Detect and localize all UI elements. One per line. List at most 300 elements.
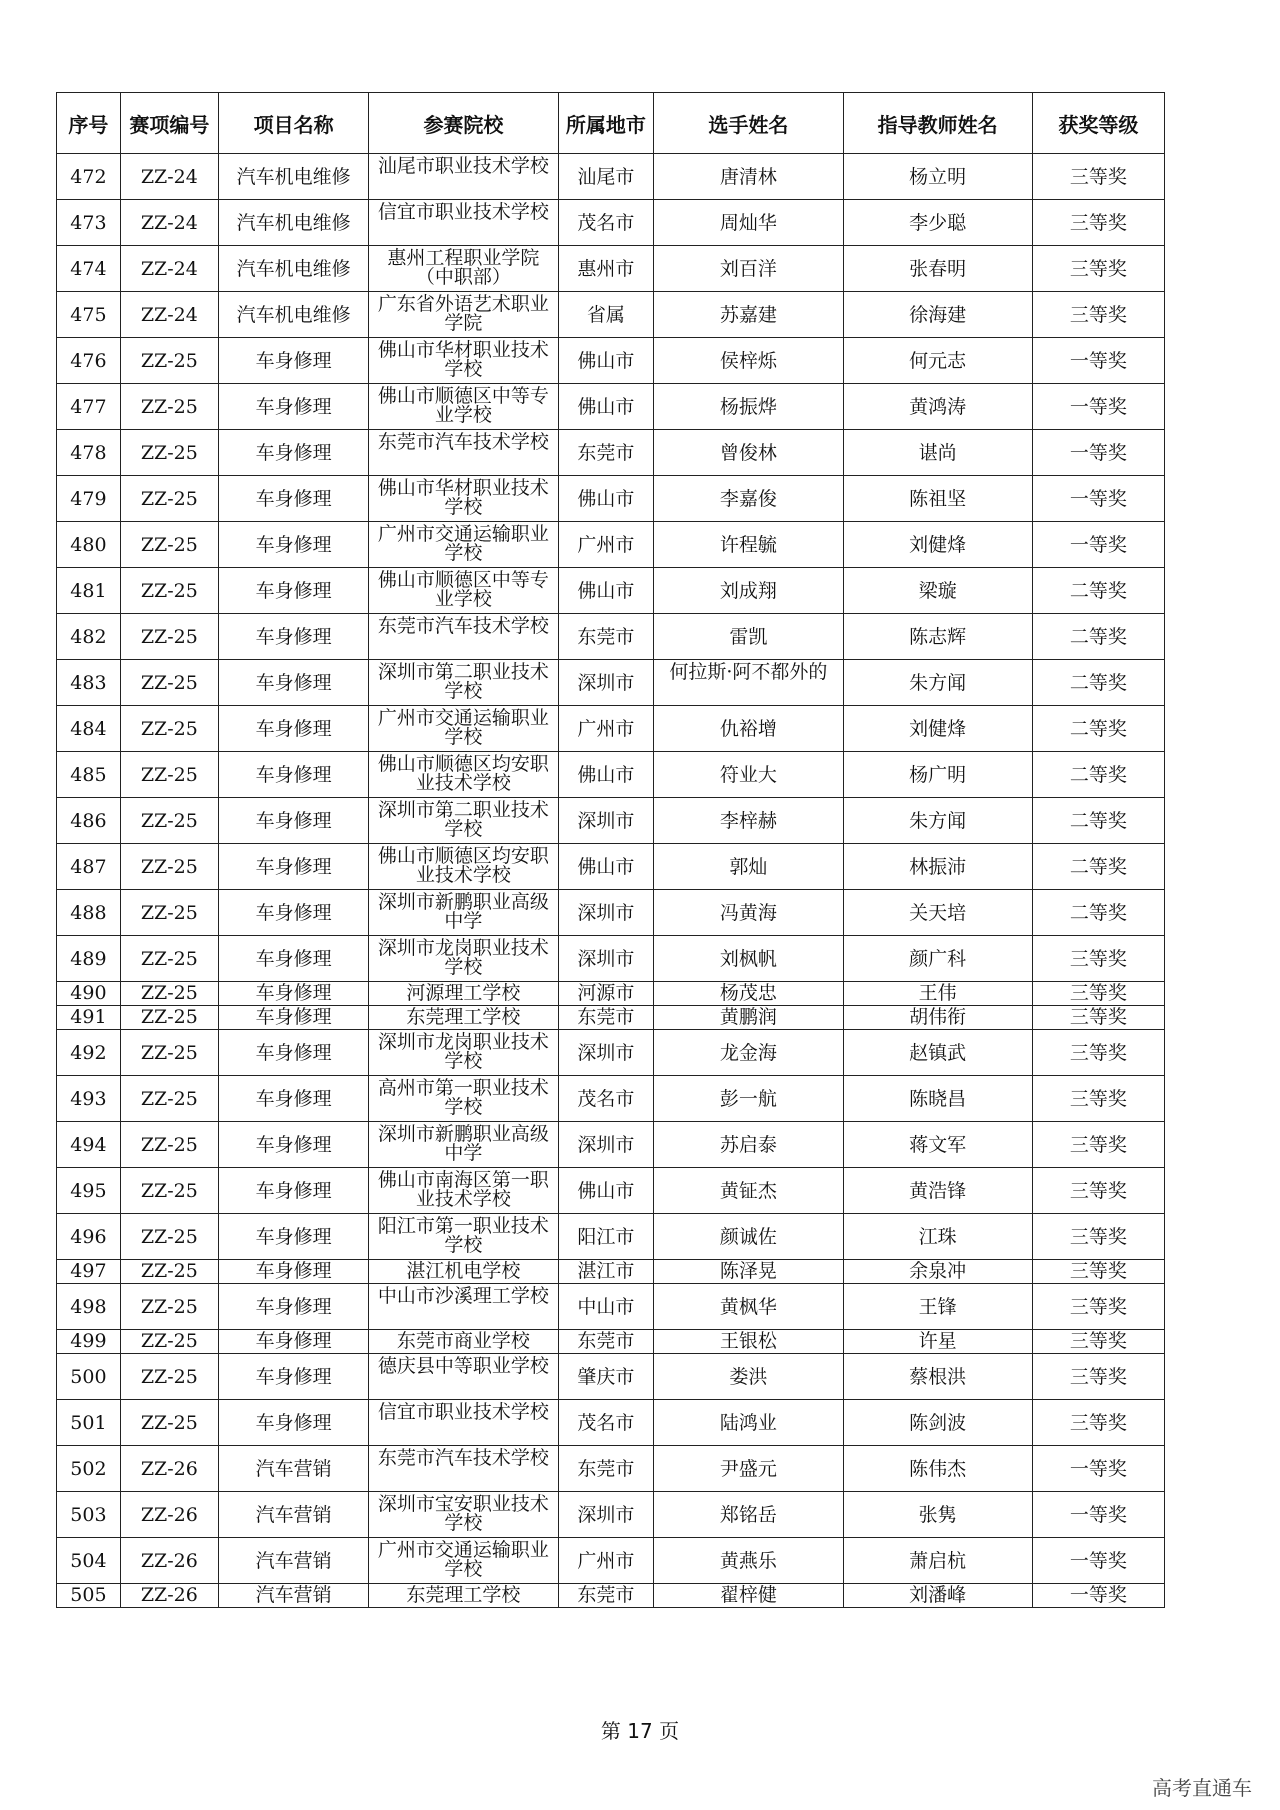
cell-teacher: 张隽	[843, 1492, 1032, 1538]
table-row	[57, 982, 1165, 1006]
cell-school	[369, 890, 558, 936]
table-row	[57, 522, 1165, 568]
cell-code: ZZ-26	[120, 1492, 218, 1538]
cell-code: ZZ-25	[120, 522, 218, 568]
cell-event: 车身修理	[218, 476, 368, 522]
cell-code: ZZ-25	[120, 936, 218, 982]
cell-event: 车身修理	[218, 706, 368, 752]
cell-teacher: 张春明	[843, 246, 1032, 292]
cell-student: 雷凯	[654, 614, 843, 660]
table-row	[57, 476, 1165, 522]
cell-no: 488	[57, 890, 121, 936]
cell-student: 苏启泰	[654, 1122, 843, 1168]
cell-code: ZZ-25	[120, 890, 218, 936]
cell-city: 佛山市	[558, 1168, 654, 1214]
cell-teacher: 王伟	[843, 982, 1032, 1006]
cell-code: ZZ-24	[120, 154, 218, 200]
cell-event: 车身修理	[218, 1076, 368, 1122]
cell-no: 497	[57, 1260, 121, 1284]
cell-teacher: 陈伟杰	[843, 1446, 1032, 1492]
cell-no: 479	[57, 476, 121, 522]
cell-award: 三等奖	[1032, 1122, 1164, 1168]
cell-school-text: 信宜市职业技术学校	[377, 1401, 549, 1423]
cell-award: 三等奖	[1032, 200, 1164, 246]
cell-teacher: 何元志	[843, 338, 1032, 384]
cell-event: 车身修理	[218, 1260, 368, 1284]
cell-award: 二等奖	[1032, 890, 1164, 936]
cell-award: 三等奖	[1032, 246, 1164, 292]
cell-teacher: 许星	[843, 1330, 1032, 1354]
cell-school	[369, 384, 558, 430]
cell-school	[369, 1354, 558, 1400]
cell-code: ZZ-25	[120, 1168, 218, 1214]
cell-event: 车身修理	[218, 844, 368, 890]
cell-school-text: 德庆县中等职业学校	[377, 1355, 549, 1377]
cell-no: 505	[57, 1584, 121, 1608]
cell-code: ZZ-25	[120, 1030, 218, 1076]
cell-no: 480	[57, 522, 121, 568]
cell-school	[369, 936, 558, 982]
cell-award: 三等奖	[1032, 1284, 1164, 1330]
cell-teacher: 蔡根洪	[843, 1354, 1032, 1400]
cell-teacher: 刘健烽	[843, 522, 1032, 568]
cell-city: 佛山市	[558, 844, 654, 890]
cell-teacher: 颜广科	[843, 936, 1032, 982]
table-row	[57, 1446, 1165, 1492]
cell-school	[369, 430, 558, 476]
table-row	[57, 246, 1165, 292]
cell-award: 三等奖	[1032, 1214, 1164, 1260]
cell-teacher: 赵镇武	[843, 1030, 1032, 1076]
cell-no: 504	[57, 1538, 121, 1584]
cell-city: 佛山市	[558, 338, 654, 384]
cell-school	[369, 1284, 558, 1330]
cell-school-text: 佛山市顺德区中等专业学校	[377, 569, 549, 610]
cell-school-text: 东莞市汽车技术学校	[377, 1447, 549, 1469]
col-header-code: 赛项编号	[120, 93, 218, 154]
cell-city: 深圳市	[558, 936, 654, 982]
cell-school-text: 高州市第一职业技术学校	[377, 1077, 549, 1118]
cell-city: 佛山市	[558, 568, 654, 614]
cell-school	[369, 1030, 558, 1076]
cell-no: 493	[57, 1076, 121, 1122]
cell-student: 娄洪	[654, 1354, 843, 1400]
table-row	[57, 1400, 1165, 1446]
cell-teacher: 朱方闻	[843, 660, 1032, 706]
cell-teacher: 林振沛	[843, 844, 1032, 890]
cell-student: 黄钲杰	[654, 1168, 843, 1214]
cell-school-text: 广州市交通运输职业学校	[377, 1539, 549, 1580]
cell-school	[369, 200, 558, 246]
cell-code: ZZ-25	[120, 1354, 218, 1400]
table-row	[57, 1214, 1165, 1260]
cell-school-text: 佛山市顺德区均安职业技术学校	[377, 845, 549, 886]
table-row	[57, 1492, 1165, 1538]
cell-no: 472	[57, 154, 121, 200]
cell-event: 车身修理	[218, 522, 368, 568]
cell-teacher: 关天培	[843, 890, 1032, 936]
cell-award: 三等奖	[1032, 154, 1164, 200]
cell-school-text: 广东省外语艺术职业学院	[377, 293, 549, 334]
col-header-award: 获奖等级	[1032, 93, 1164, 154]
cell-city: 广州市	[558, 706, 654, 752]
cell-student: 彭一航	[654, 1076, 843, 1122]
cell-student: 苏嘉建	[654, 292, 843, 338]
col-header-student: 选手姓名	[654, 93, 843, 154]
cell-city: 深圳市	[558, 660, 654, 706]
cell-teacher: 陈晓昌	[843, 1076, 1032, 1122]
table-row	[57, 1006, 1165, 1030]
cell-code: ZZ-24	[120, 200, 218, 246]
cell-student: 冯黄海	[654, 890, 843, 936]
cell-code: ZZ-25	[120, 660, 218, 706]
cell-city: 河源市	[558, 982, 654, 1006]
cell-school-text: 广州市交通运输职业学校	[377, 707, 549, 748]
table-row	[57, 1076, 1165, 1122]
cell-no: 502	[57, 1446, 121, 1492]
cell-student: 唐清林	[654, 154, 843, 200]
cell-no: 492	[57, 1030, 121, 1076]
cell-no: 496	[57, 1214, 121, 1260]
cell-award: 三等奖	[1032, 982, 1164, 1006]
cell-teacher: 陈祖坚	[843, 476, 1032, 522]
cell-code: ZZ-25	[120, 1260, 218, 1284]
cell-code: ZZ-25	[120, 430, 218, 476]
cell-code: ZZ-25	[120, 1214, 218, 1260]
cell-student: 黄枫华	[654, 1284, 843, 1330]
cell-code: ZZ-25	[120, 1330, 218, 1354]
cell-student: 黄燕乐	[654, 1538, 843, 1584]
cell-student: 陆鸿业	[654, 1400, 843, 1446]
cell-student: 刘枫帆	[654, 936, 843, 982]
cell-city: 惠州市	[558, 246, 654, 292]
cell-school	[369, 1122, 558, 1168]
cell-code: ZZ-25	[120, 568, 218, 614]
table-row	[57, 1284, 1165, 1330]
cell-event: 汽车营销	[218, 1446, 368, 1492]
cell-event: 汽车机电维修	[218, 292, 368, 338]
cell-school-text: 佛山市华材职业技术学校	[377, 339, 549, 380]
table-row	[57, 660, 1165, 706]
cell-city: 汕尾市	[558, 154, 654, 200]
cell-city: 中山市	[558, 1284, 654, 1330]
table-row	[57, 752, 1165, 798]
table-row	[57, 384, 1165, 430]
cell-award: 一等奖	[1032, 476, 1164, 522]
cell-event: 汽车营销	[218, 1538, 368, 1584]
cell-event: 车身修理	[218, 1030, 368, 1076]
cell-no: 499	[57, 1330, 121, 1354]
cell-code: ZZ-24	[120, 246, 218, 292]
cell-teacher: 胡伟衔	[843, 1006, 1032, 1030]
cell-code: ZZ-25	[120, 614, 218, 660]
cell-student: 刘成翔	[654, 568, 843, 614]
cell-student: 杨茂忠	[654, 982, 843, 1006]
cell-code: ZZ-25	[120, 384, 218, 430]
cell-event: 车身修理	[218, 1400, 368, 1446]
table-row	[57, 338, 1165, 384]
cell-code: ZZ-26	[120, 1446, 218, 1492]
cell-event: 车身修理	[218, 982, 368, 1006]
cell-student: 侯梓烁	[654, 338, 843, 384]
cell-school-text: 深圳市第二职业技术学校	[377, 799, 549, 840]
cell-city: 肇庆市	[558, 1354, 654, 1400]
cell-event: 车身修理	[218, 890, 368, 936]
cell-student: 曾俊林	[654, 430, 843, 476]
cell-award: 三等奖	[1032, 1354, 1164, 1400]
cell-code: ZZ-25	[120, 706, 218, 752]
cell-award: 一等奖	[1032, 1492, 1164, 1538]
cell-no: 483	[57, 660, 121, 706]
cell-event: 汽车机电维修	[218, 200, 368, 246]
cell-student: 仇裕增	[654, 706, 843, 752]
cell-teacher: 陈志辉	[843, 614, 1032, 660]
cell-event: 车身修理	[218, 1122, 368, 1168]
cell-code: ZZ-25	[120, 476, 218, 522]
cell-school	[369, 1168, 558, 1214]
cell-school-text: 深圳市第二职业技术学校	[377, 661, 549, 702]
cell-code: ZZ-25	[120, 1284, 218, 1330]
cell-code: ZZ-26	[120, 1584, 218, 1608]
cell-student: 颜诚佐	[654, 1214, 843, 1260]
cell-code: ZZ-25	[120, 1006, 218, 1030]
cell-no: 482	[57, 614, 121, 660]
table-row	[57, 1030, 1165, 1076]
cell-code: ZZ-25	[120, 1400, 218, 1446]
table-row	[57, 706, 1165, 752]
cell-student: 王银松	[654, 1330, 843, 1354]
cell-school-text: 佛山市南海区第一职业技术学校	[377, 1169, 549, 1210]
table-row	[57, 200, 1165, 246]
cell-city: 广州市	[558, 522, 654, 568]
cell-event: 车身修理	[218, 338, 368, 384]
cell-school-text: 广州市交通运输职业学校	[377, 523, 549, 564]
cell-city: 广州市	[558, 1538, 654, 1584]
cell-school	[369, 798, 558, 844]
cell-award: 三等奖	[1032, 1400, 1164, 1446]
cell-award: 一等奖	[1032, 1538, 1164, 1584]
cell-school-text: 东莞市汽车技术学校	[377, 615, 549, 637]
cell-no: 477	[57, 384, 121, 430]
cell-no: 503	[57, 1492, 121, 1538]
cell-school: 东莞理工学校	[369, 1006, 558, 1030]
cell-student: 李梓赫	[654, 798, 843, 844]
cell-no: 473	[57, 200, 121, 246]
col-header-event: 项目名称	[218, 93, 368, 154]
cell-city: 阳江市	[558, 1214, 654, 1260]
cell-event: 车身修理	[218, 430, 368, 476]
cell-city: 茂名市	[558, 200, 654, 246]
table-row	[57, 936, 1165, 982]
cell-teacher: 刘潘峰	[843, 1584, 1032, 1608]
cell-event: 车身修理	[218, 1214, 368, 1260]
cell-no: 486	[57, 798, 121, 844]
cell-code: ZZ-25	[120, 752, 218, 798]
cell-teacher: 黄鸿涛	[843, 384, 1032, 430]
cell-city: 深圳市	[558, 890, 654, 936]
cell-no: 474	[57, 246, 121, 292]
cell-city: 东莞市	[558, 1006, 654, 1030]
table-body	[57, 154, 1165, 1608]
cell-code: ZZ-26	[120, 1538, 218, 1584]
table-row	[57, 1168, 1165, 1214]
cell-award: 二等奖	[1032, 752, 1164, 798]
col-header-teacher: 指导教师姓名	[843, 93, 1032, 154]
cell-no: 475	[57, 292, 121, 338]
col-header-school: 参赛院校	[369, 93, 558, 154]
cell-teacher: 刘健烽	[843, 706, 1032, 752]
cell-no: 484	[57, 706, 121, 752]
cell-event: 汽车营销	[218, 1584, 368, 1608]
cell-award: 二等奖	[1032, 660, 1164, 706]
cell-city: 茂名市	[558, 1400, 654, 1446]
cell-code: ZZ-24	[120, 292, 218, 338]
cell-city: 深圳市	[558, 1122, 654, 1168]
table-row	[57, 890, 1165, 936]
table-row	[57, 1122, 1165, 1168]
cell-award: 三等奖	[1032, 936, 1164, 982]
cell-student: 郭灿	[654, 844, 843, 890]
table-row	[57, 154, 1165, 200]
table-row	[57, 798, 1165, 844]
cell-award: 一等奖	[1032, 338, 1164, 384]
cell-teacher: 梁璇	[843, 568, 1032, 614]
cell-school-text: 佛山市顺德区中等专业学校	[377, 385, 549, 426]
table-row	[57, 430, 1165, 476]
cell-teacher: 徐海建	[843, 292, 1032, 338]
watermark-text: 高考直通车	[1152, 1776, 1252, 1800]
cell-school	[369, 706, 558, 752]
cell-teacher: 余泉冲	[843, 1260, 1032, 1284]
cell-code: ZZ-25	[120, 982, 218, 1006]
cell-event: 车身修理	[218, 568, 368, 614]
cell-city: 东莞市	[558, 1584, 654, 1608]
cell-school	[369, 1214, 558, 1260]
cell-event: 车身修理	[218, 1354, 368, 1400]
cell-no: 491	[57, 1006, 121, 1030]
cell-award: 一等奖	[1032, 430, 1164, 476]
cell-no: 489	[57, 936, 121, 982]
cell-teacher: 王锋	[843, 1284, 1032, 1330]
cell-event: 车身修理	[218, 1168, 368, 1214]
cell-award: 三等奖	[1032, 1330, 1164, 1354]
cell-no: 501	[57, 1400, 121, 1446]
cell-award: 三等奖	[1032, 1006, 1164, 1030]
cell-student: 翟梓健	[654, 1584, 843, 1608]
cell-code: ZZ-25	[120, 1122, 218, 1168]
table-row	[57, 1330, 1165, 1354]
cell-school-text: 信宜市职业技术学校	[377, 201, 549, 223]
cell-event: 车身修理	[218, 384, 368, 430]
table-row	[57, 1584, 1165, 1608]
cell-school-text: 惠州工程职业学院（中职部）	[387, 247, 540, 288]
cell-city: 湛江市	[558, 1260, 654, 1284]
cell-student	[654, 660, 843, 706]
cell-school	[369, 844, 558, 890]
cell-city: 深圳市	[558, 1030, 654, 1076]
cell-city: 东莞市	[558, 430, 654, 476]
cell-no: 500	[57, 1354, 121, 1400]
cell-award: 二等奖	[1032, 706, 1164, 752]
cell-event: 车身修理	[218, 1006, 368, 1030]
cell-school-text: 深圳市新鹏职业高级中学	[377, 1123, 549, 1164]
cell-code: ZZ-25	[120, 798, 218, 844]
cell-award: 三等奖	[1032, 1030, 1164, 1076]
cell-student: 李嘉俊	[654, 476, 843, 522]
cell-teacher: 蒋文军	[843, 1122, 1032, 1168]
table-row	[57, 844, 1165, 890]
cell-school	[369, 1076, 558, 1122]
cell-event: 车身修理	[218, 798, 368, 844]
cell-award: 二等奖	[1032, 844, 1164, 890]
cell-student: 陈泽晃	[654, 1260, 843, 1284]
cell-city: 东莞市	[558, 614, 654, 660]
cell-student: 周灿华	[654, 200, 843, 246]
cell-school-text: 汕尾市职业技术学校	[377, 155, 549, 177]
cell-city: 东莞市	[558, 1446, 654, 1492]
col-header-no: 序号	[57, 93, 121, 154]
cell-teacher: 黄浩锋	[843, 1168, 1032, 1214]
cell-school	[369, 614, 558, 660]
cell-student: 龙金海	[654, 1030, 843, 1076]
cell-event: 汽车机电维修	[218, 154, 368, 200]
cell-no: 478	[57, 430, 121, 476]
cell-city: 佛山市	[558, 384, 654, 430]
cell-award: 二等奖	[1032, 614, 1164, 660]
cell-school	[369, 1400, 558, 1446]
cell-school	[369, 568, 558, 614]
cell-event: 车身修理	[218, 752, 368, 798]
table-row	[57, 292, 1165, 338]
cell-event: 车身修理	[218, 1284, 368, 1330]
cell-teacher: 杨立明	[843, 154, 1032, 200]
cell-school-text: 深圳市宝安职业技术学校	[377, 1493, 549, 1534]
cell-award: 三等奖	[1032, 292, 1164, 338]
cell-school-text: 深圳市龙岗职业技术学校	[377, 937, 549, 978]
cell-city: 深圳市	[558, 1492, 654, 1538]
cell-school-text: 中山市沙溪理工学校	[377, 1285, 549, 1307]
cell-code: ZZ-25	[120, 844, 218, 890]
cell-student: 尹盛元	[654, 1446, 843, 1492]
cell-no: 487	[57, 844, 121, 890]
cell-award: 三等奖	[1032, 1260, 1164, 1284]
cell-school	[369, 522, 558, 568]
col-header-city: 所属地市	[558, 93, 654, 154]
cell-school	[369, 1538, 558, 1584]
cell-city: 深圳市	[558, 798, 654, 844]
cell-teacher: 萧启杭	[843, 1538, 1032, 1584]
cell-award: 二等奖	[1032, 568, 1164, 614]
cell-city: 佛山市	[558, 752, 654, 798]
cell-teacher: 谌尚	[843, 430, 1032, 476]
cell-teacher: 陈剑波	[843, 1400, 1032, 1446]
cell-event: 车身修理	[218, 660, 368, 706]
cell-student: 符业大	[654, 752, 843, 798]
cell-event: 车身修理	[218, 1330, 368, 1354]
cell-school: 东莞市商业学校	[369, 1330, 558, 1354]
cell-award: 一等奖	[1032, 522, 1164, 568]
table-row	[57, 568, 1165, 614]
cell-event: 车身修理	[218, 936, 368, 982]
cell-student: 黄鹏润	[654, 1006, 843, 1030]
cell-school	[369, 660, 558, 706]
cell-school	[369, 292, 558, 338]
cell-no: 485	[57, 752, 121, 798]
cell-award: 二等奖	[1032, 798, 1164, 844]
cell-award: 一等奖	[1032, 1446, 1164, 1492]
cell-teacher: 杨广明	[843, 752, 1032, 798]
table-row	[57, 1538, 1165, 1584]
